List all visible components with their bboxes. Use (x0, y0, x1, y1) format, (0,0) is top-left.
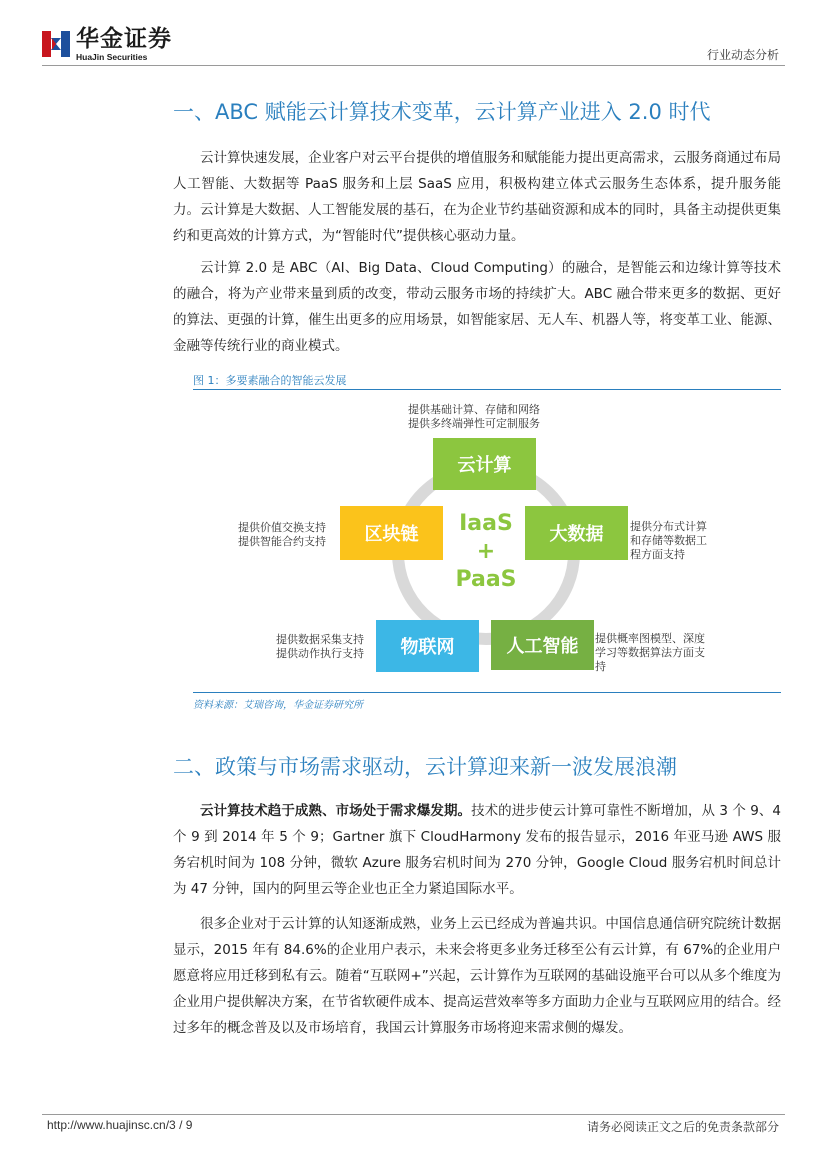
section-2-paragraph-1-lead: 云计算技术趋于成熟、市场处于需求爆发期。 (200, 803, 472, 819)
figure-title: 图 1：多要素融合的智能云发展 (193, 374, 347, 387)
bigdata-note (630, 520, 707, 562)
section-1-paragraph-2: 云计算 2.0 是 ABC（AI、Big Data、Cloud Computing）的融合，是智能云和边缘计算等技术的融合，将为产业带来量到质的改变，带动云服务市场的持续扩大。ABC 融合带来更多的数据、更好的算法、更强的计算，催生出更多的应用场景，如智能家居、无人车、机器人等，将变革工业、能源、金融等传统行业的商业模式。 (173, 260, 781, 354)
ai-note (595, 632, 705, 674)
footer-divider (42, 1114, 785, 1115)
node-blockchain (340, 506, 443, 560)
node-cloud-computing-label: 云计算 (457, 455, 512, 476)
iot-note (276, 633, 364, 661)
bigdata-note-line-1: 提供分布式计算 (630, 520, 707, 533)
section-2-paragraph-1 (173, 798, 781, 902)
section-2-paragraph-2: 很多企业对于云计算的认知逐渐成熟，业务上云已经成为普遍共识。中国信息通信研究院统计数据显示，2015 年有 84.6%的企业用户表示，未来会将更多业务迁移至公有云计算，有 67%的企业用户愿意将应用迁移到私有云。随着“互联网+”兴起，云计算作为互联网的基础设施平台可以从多个维度为企业用户提供解决方案，在节省软硬件成本、提高运营效率等多方面助力企业与互联网应用的结合。经过多年的概念普及以及市场培育，我国云计算服务市场将迎来需求侧的爆发。 (173, 916, 781, 1036)
bigdata-note-line-3: 程方面支持 (630, 548, 685, 561)
node-blockchain-label: 区块链 (364, 524, 419, 545)
iot-note-line-1: 提供数据采集支持 (276, 633, 364, 646)
node-ai-label: 人工智能 (506, 636, 579, 657)
ai-note-line-2: 学习等数据算法方面支 (595, 646, 705, 659)
cloud-note (408, 403, 540, 431)
footer-url-page-number: http://www.huajinsc.cn/3 / 9 (47, 1118, 193, 1132)
bigdata-note-line-2: 和存储等数据工 (630, 534, 707, 547)
cloud-note-line-1: 提供基础计算、存储和网络 (408, 403, 540, 416)
center-label-paas: PaaS (455, 567, 517, 592)
section-1-paragraph-1: 云计算快速发展，企业客户对云平台提供的增值服务和赋能能力提出更高需求，云服务商通过布局人工智能、大数据等 PaaS 服务和上层 SaaS 应用，积极构建立体式云服务生态体系，提升服务能力。云计算是大数据、人工智能发展的基石，在为企业节约基础资源和成本的同时，具备主动提供更集约和更高效的计算方式，为“智能时代”提供核心驱动力量。 (173, 150, 781, 244)
blockchain-note-line-2: 提供智能合约支持 (238, 535, 326, 548)
section-1-heading: 一、ABC 赋能云计算技术变革，云计算产业进入 2.0 时代 (173, 100, 711, 124)
node-big-data-label: 大数据 (549, 524, 604, 545)
figure-bottom-rule (193, 692, 781, 693)
logo-chinese-name: 华金证券 (76, 26, 172, 52)
node-iot-label: 物联网 (400, 637, 455, 658)
node-cloud-computing (433, 438, 536, 490)
iot-note-line-2: 提供动作执行支持 (276, 647, 364, 660)
cloud-note-line-2: 提供多终端弹性可定制服务 (408, 417, 540, 430)
center-label-iaas: IaaS (459, 511, 513, 536)
center-label-plus: + (476, 539, 496, 564)
figure-source: 资料来源：艾瑞咨询，华金证券研究所 (193, 700, 363, 711)
section-2-heading: 二、政策与市场需求驱动，云计算迎来新一波发展浪潮 (173, 755, 677, 779)
blockchain-note-line-1: 提供价值交换支持 (238, 521, 326, 534)
report-type-label: 行业动态分析 (706, 48, 779, 62)
logo-english-name: HuaJin Securities (76, 52, 148, 62)
node-big-data (525, 506, 628, 560)
blockchain-note (238, 521, 326, 549)
diagram-center-label (436, 510, 536, 594)
node-artificial-intelligence (491, 620, 594, 670)
footer-disclaimer: 请务必阅读正文之后的免责条款部分 (586, 1120, 779, 1134)
ai-note-line-1: 提供概率图模型、深度 (595, 632, 705, 645)
ai-note-line-3: 持 (595, 660, 606, 673)
section-2-paragraph-1-body: 技术的进步使云计算可靠性不断增加，从 3 个 9、4 个 9 到 2014 年 5 个 9；Gartner 旗下 CloudHarmony 发布的报告显示，2016 年亚马逊 AWS 服务宕机时间为 108 分钟，微软 Azure 服务宕机时间为 270 分钟，Google Cloud 服务宕机时间总计为 47 分钟，国内的阿里云等企业也正全力紧追国际水平。 (173, 803, 782, 897)
node-internet-of-things (376, 620, 479, 672)
